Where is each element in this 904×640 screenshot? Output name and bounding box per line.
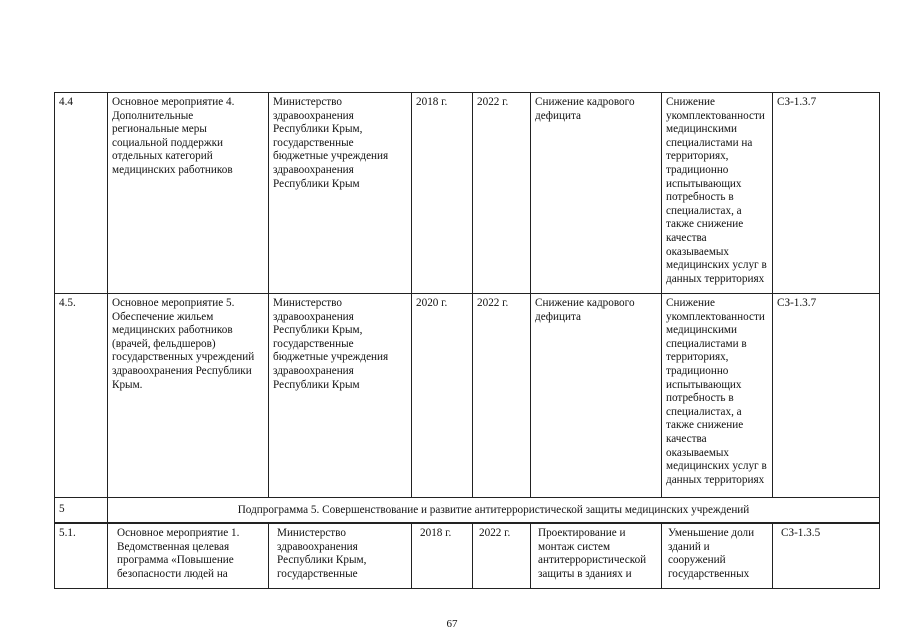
cell-result: Снижение кадрового дефицита [531, 294, 662, 497]
cell-executor: Министерство здравоохранения Республики Крым, государственные бюджетные учреждения здравоохранения Республики Крым [269, 93, 412, 293]
page-number: 67 [446, 618, 458, 630]
section-title: Подпрограмма 5. Совершенствование и развитие антитеррористической защиты медицинских учреждений [237, 504, 750, 516]
cell-end-year: 2022 г. [473, 294, 531, 497]
section-number: 5 [55, 498, 108, 522]
cell-start-year: 2020 г. [412, 294, 473, 497]
cell-number: 5.1. [55, 524, 108, 588]
cell-consequence: Снижение укомплектованности медицинскими специалистами в территориях, традиционно испытывающих потребность в специалистах, а также снижение качества оказываемых медицинских услуг в данных территориях [662, 294, 773, 497]
cell-start-year: 2018 г. [412, 524, 473, 588]
cell-executor: Министерство здравоохранения Республики Крым, государственные [269, 524, 412, 588]
cell-indicator: СЗ-1.3.7 [777, 96, 817, 108]
cell-end-year: 2022 г. [473, 524, 531, 588]
table-row [54, 523, 880, 588]
cell-end-year: 2022 г. [473, 93, 531, 293]
table-row [54, 293, 880, 497]
cell-consequence: Уменьшение доли зданий и сооружений государственных [662, 524, 773, 588]
cell-result: Проектирование и монтаж систем антитеррористической защиты в зданиях и [531, 524, 662, 588]
cell-consequence: Снижение укомплектованности медицинскими специалистами на территориях, традиционно испытывающих потребность в специалистах, а также снижение качества оказываемых медицинских услуг в данных территориях [662, 93, 773, 293]
cell-indicator: СЗ-1.3.5 [781, 527, 821, 539]
cell-number: 4.5. [55, 294, 108, 497]
cell-executor: Министерство здравоохранения Республики Крым, государственные бюджетные учреждения здравоохранения Республики Крым [269, 294, 412, 497]
table-bottom-border [54, 588, 880, 589]
cell-start-year: 2018 г. [412, 93, 473, 293]
table-row [54, 92, 880, 293]
section-header-row [54, 497, 880, 523]
cell-number: 4.4 [55, 93, 108, 293]
cell-measure: Основное мероприятие 5. Обеспечение жильем медицинских работников (врачей, фельдшеров) государственных учреждений здравоохранения Республики Крым. [108, 294, 269, 497]
cell-indicator: СЗ-1.3.7 [777, 297, 817, 309]
cell-measure: Основное мероприятие 1. Ведомственная целевая программа «Повышение безопасности людей на [108, 524, 269, 588]
cell-measure: Основное мероприятие 4. Дополнительные региональные меры социальной поддержки отдельных категорий медицинских работников [108, 93, 269, 293]
cell-result: Снижение кадрового дефицита [531, 93, 662, 293]
